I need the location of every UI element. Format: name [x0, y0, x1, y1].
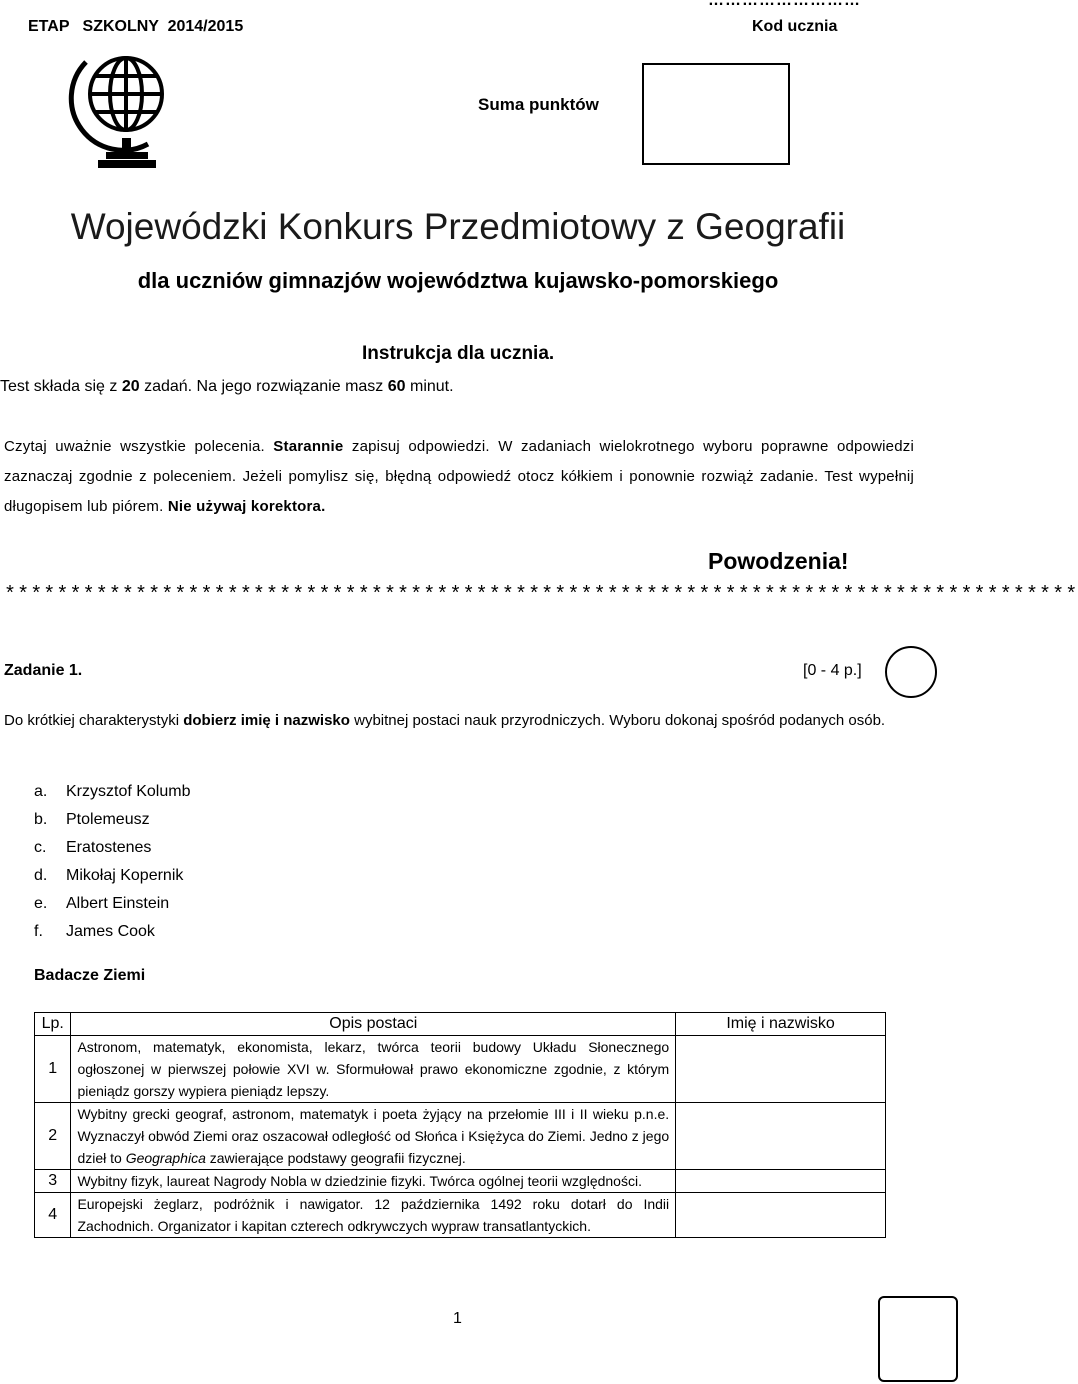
- separator-line: **********************************************************************************: [4, 584, 1078, 607]
- table-row: [35, 1036, 886, 1103]
- stage-label: ETAP SZKOLNY 2014/2015: [28, 18, 244, 35]
- option-name: Albert Einstein: [66, 895, 170, 912]
- option-letter: e.: [34, 895, 48, 912]
- section-label: Badacze Ziemi: [34, 967, 146, 984]
- score-label: Suma punktów: [478, 95, 599, 114]
- answer-cell[interactable]: [676, 1103, 886, 1170]
- list-item: [34, 890, 190, 918]
- student-code-dots: ………………………: [708, 0, 861, 9]
- option-letter: f.: [34, 923, 43, 940]
- task-score-circle[interactable]: [885, 646, 937, 698]
- row-number: 3: [35, 1170, 71, 1193]
- description-text: zawierające podstawy geografii fizycznej.: [205, 1150, 466, 1166]
- instructions-text: Czytaj uważnie wszystkie polecenia.: [4, 438, 274, 455]
- row-number: 1: [35, 1036, 71, 1103]
- instructions-summary-text: minut.: [405, 378, 454, 395]
- column-header-description: Opis postaci: [71, 1013, 676, 1036]
- list-item: [34, 806, 190, 834]
- option-name: Eratostenes: [66, 839, 152, 856]
- list-item: [34, 778, 190, 806]
- row-number: 2: [35, 1103, 71, 1170]
- description-text: Europejski żeglarz, podróżnik i nawigator. 12 października 1492 roku dotarł do Indii Zachodnich. Organizator i kapitan czterech odkrywczych wypraw transatlantyckich.: [77, 1196, 670, 1234]
- task-title: Zadanie 1.: [4, 662, 83, 679]
- option-letter: a.: [34, 783, 48, 800]
- option-letter: d.: [34, 867, 48, 884]
- answer-cell[interactable]: [676, 1193, 886, 1238]
- column-header-number: Lp.: [35, 1013, 71, 1036]
- instructions-heading: Instrukcja dla ucznia.: [362, 343, 555, 364]
- instructions-text: zapisuj odpowiedzi. W zadaniach wielokrotnego wyboru poprawne odpowiedzi zaznaczaj zgodnie z poleceniem. Jeżeli pomylisz się, błędną odpowiedź otocz kółkiem i ponownie rozwiąż zadanie. Test wypełnij długopisem lub piórem.: [4, 438, 914, 515]
- globe-icon: [78, 44, 174, 170]
- task-instruction-text: Do krótkiej charakterystyki: [4, 712, 184, 729]
- page-title: Wojewódzki Konkurs Przedmiotowy z Geografii: [70, 206, 846, 247]
- option-name: Mikołaj Kopernik: [66, 867, 184, 884]
- table-row: [35, 1193, 886, 1238]
- task-instruction-emphasis: dobierz imię i nazwisko: [183, 712, 350, 729]
- book-title: Geographica: [125, 1150, 206, 1166]
- option-name: James Cook: [66, 923, 155, 940]
- table-row: [35, 1103, 886, 1170]
- instructions-emphasis: Starannie: [273, 438, 344, 455]
- time-limit: 60: [387, 378, 406, 395]
- person-description: [71, 1170, 676, 1193]
- page-number: 1: [453, 1310, 462, 1327]
- person-description: [71, 1103, 676, 1170]
- student-code-label: Kod ucznia: [752, 18, 838, 35]
- answer-cell[interactable]: [676, 1036, 886, 1103]
- task-count: 20: [121, 378, 140, 395]
- page-score-box[interactable]: [878, 1296, 958, 1382]
- list-item: [34, 862, 190, 890]
- instructions-paragraph: [4, 432, 914, 522]
- person-description: [71, 1193, 676, 1238]
- answer-table: [34, 1012, 886, 1238]
- score-box[interactable]: [642, 63, 790, 165]
- option-letter: c.: [34, 839, 47, 856]
- person-description: [71, 1036, 676, 1103]
- row-number: 4: [35, 1193, 71, 1238]
- task-instruction: [4, 705, 914, 736]
- option-name: Krzysztof Kolumb: [66, 783, 191, 800]
- instructions-summary: [0, 378, 454, 396]
- column-header-name: Imię i nazwisko: [676, 1013, 886, 1036]
- table-row: [35, 1170, 886, 1193]
- answer-cell[interactable]: [676, 1170, 886, 1193]
- instructions-summary-text: Test składa się z: [0, 378, 122, 395]
- description-text: Wybitny grecki geograf, astronom, matematyk i poeta żyjący na przełomie III i II wieku p.n.e. Wyznaczył obwód Ziemi oraz oszacował odległość od Słońca i Księżyca do Ziemi. Jedno z jego dzieł to: [77, 1106, 670, 1166]
- instructions-summary-text: zadań. Na jego rozwiązanie masz: [139, 378, 388, 395]
- task-instruction-text: wybitnej postaci nauk przyrodniczych. Wyboru dokonaj spośród podanych osób.: [349, 712, 886, 729]
- description-text: Astronom, matematyk, ekonomista, lekarz, twórca teorii budowy Układu Słonecznego ogłoszonej w pierwszej połowie XVI w. Sformułował prawo ekonomiczne zgodnie, z którym pieniądz gorszy wypiera pieniądz lepszy.: [77, 1039, 670, 1099]
- list-item: [34, 834, 190, 862]
- description-text: Wybitny fizyk, laureat Nagrody Nobla w dziedzinie fizyki. Twórca ogólnej teorii względności.: [77, 1173, 642, 1189]
- list-item: [34, 918, 190, 946]
- person-options-list: [34, 778, 190, 946]
- table-header-row: [35, 1013, 886, 1036]
- good-luck-text: Powodzenia!: [708, 548, 849, 574]
- option-name: Ptolemeusz: [66, 811, 150, 828]
- task-points: [0 - 4 p.]: [803, 662, 862, 679]
- option-letter: b.: [34, 811, 48, 828]
- instructions-warning: Nie używaj korektora.: [167, 498, 326, 515]
- page-subtitle: dla uczniów gimnazjów województwa kujawsko-pomorskiego: [137, 268, 779, 293]
